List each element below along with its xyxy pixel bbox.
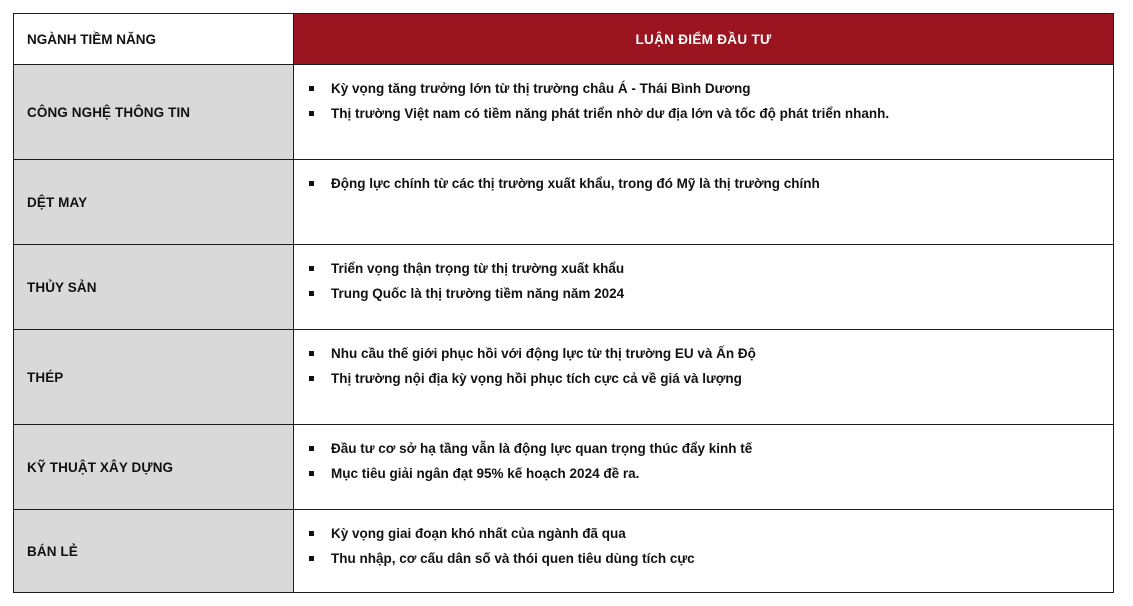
- thesis-text: Đầu tư cơ sở hạ tầng vẫn là động lực quan trọng thúc đẩy kinh tế: [331, 441, 753, 456]
- sector-cell: DỆT MAY: [14, 160, 294, 245]
- thesis-text: Thị trường nội địa kỳ vọng hồi phục tích cực cả về giá và lượng: [331, 371, 742, 386]
- thesis-point: [309, 256, 1113, 281]
- bullet-square-icon: [309, 86, 314, 91]
- thesis-cell: [294, 425, 1113, 510]
- thesis-list: [309, 341, 1113, 391]
- thesis-point: [309, 76, 1113, 101]
- thesis-text: Động lực chính từ các thị trường xuất khẩu, trong đó Mỹ là thị trường chính: [331, 176, 820, 191]
- bullet-square-icon: [309, 376, 314, 381]
- thesis-point: [309, 546, 1113, 571]
- bullet-square-icon: [309, 266, 314, 271]
- sector-cell: CÔNG NGHỆ THÔNG TIN: [14, 65, 294, 160]
- investment-thesis-table: [13, 13, 1114, 593]
- bullet-square-icon: [309, 351, 314, 356]
- bullet-square-icon: [309, 291, 314, 296]
- thesis-text: Mục tiêu giải ngân đạt 95% kế hoạch 2024 đề ra.: [331, 466, 640, 481]
- thesis-text: Kỳ vọng tăng trưởng lớn từ thị trường châu Á - Thái Bình Dương: [331, 81, 751, 96]
- thesis-point: [309, 366, 1113, 391]
- thesis-text: Thị trường Việt nam có tiềm năng phát triển nhờ dư địa lớn và tốc độ phát triển nhanh.: [331, 106, 890, 121]
- bullet-square-icon: [309, 531, 314, 536]
- thesis-text: Triển vọng thận trọng từ thị trường xuất khẩu: [331, 261, 625, 276]
- sector-cell: KỸ THUẬT XÂY DỰNG: [14, 425, 294, 510]
- header-sector: NGÀNH TIỀM NĂNG: [14, 14, 294, 65]
- thesis-cell: [294, 330, 1113, 425]
- thesis-list: [309, 436, 1113, 486]
- thesis-point: [309, 171, 1113, 196]
- sector-cell: BÁN LẺ: [14, 510, 294, 592]
- bullet-square-icon: [309, 181, 314, 186]
- thesis-text: Thu nhập, cơ cấu dân số và thói quen tiêu dùng tích cực: [331, 551, 695, 566]
- sector-cell: THỦY SẢN: [14, 245, 294, 330]
- header-thesis: LUẬN ĐIỂM ĐẦU TƯ: [294, 14, 1113, 65]
- thesis-point: [309, 461, 1113, 486]
- thesis-cell: [294, 245, 1113, 330]
- thesis-point: [309, 281, 1113, 306]
- thesis-list: [309, 521, 1113, 571]
- thesis-list: [309, 76, 1113, 126]
- thesis-list: [309, 171, 1113, 196]
- thesis-text: Trung Quốc là thị trường tiềm năng năm 2024: [331, 286, 625, 301]
- thesis-cell: [294, 160, 1113, 245]
- thesis-cell: [294, 510, 1113, 592]
- bullet-square-icon: [309, 556, 314, 561]
- bullet-square-icon: [309, 111, 314, 116]
- bullet-square-icon: [309, 446, 314, 451]
- thesis-text: Kỳ vọng giai đoạn khó nhất của ngành đã qua: [331, 526, 626, 541]
- thesis-point: [309, 521, 1113, 546]
- thesis-cell: [294, 65, 1113, 160]
- thesis-point: [309, 341, 1113, 366]
- thesis-point: [309, 101, 1113, 126]
- bullet-square-icon: [309, 471, 314, 476]
- thesis-list: [309, 256, 1113, 306]
- thesis-point: [309, 436, 1113, 461]
- sector-cell: THÉP: [14, 330, 294, 425]
- thesis-text: Nhu cầu thế giới phục hồi với động lực từ thị trường EU và Ấn Độ: [331, 346, 756, 361]
